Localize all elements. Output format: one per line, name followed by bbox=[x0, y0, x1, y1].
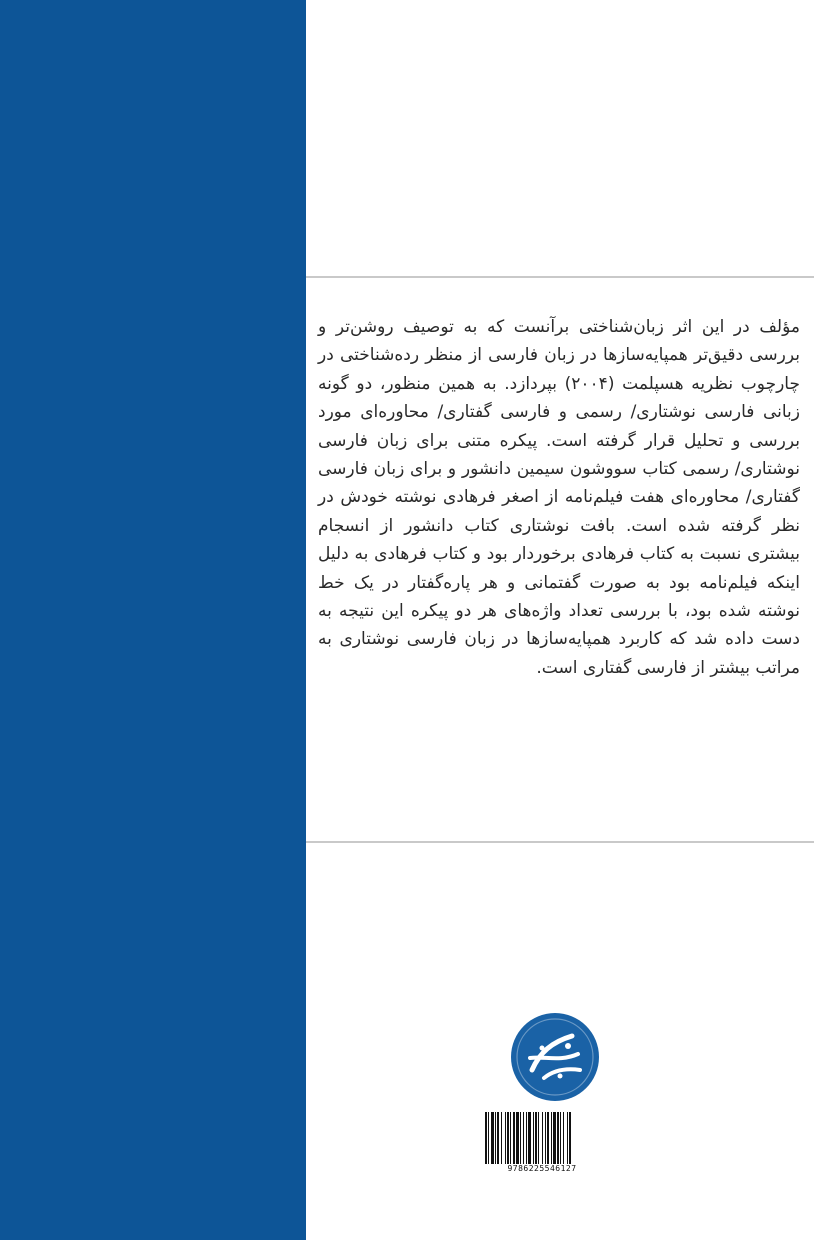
barcode-bar bbox=[542, 1112, 543, 1164]
barcode-bar bbox=[557, 1112, 559, 1164]
barcode-bar bbox=[513, 1112, 515, 1164]
barcode-bar bbox=[560, 1112, 561, 1164]
barcode-bar bbox=[485, 1112, 487, 1164]
barcode-bar bbox=[505, 1112, 506, 1164]
barcode-bar bbox=[533, 1112, 534, 1164]
barcode-bar bbox=[491, 1112, 494, 1164]
barcode-icon bbox=[484, 1112, 600, 1164]
barcode-bar bbox=[520, 1112, 521, 1164]
barcode-bar bbox=[553, 1112, 556, 1164]
barcode-bar bbox=[523, 1112, 524, 1164]
isbn-number: 9786225546127 bbox=[507, 1164, 577, 1173]
barcode-bar bbox=[538, 1112, 539, 1164]
barcode-bar bbox=[510, 1112, 511, 1164]
barcode-bar bbox=[497, 1112, 499, 1164]
blue-side-panel bbox=[0, 0, 306, 1240]
bottom-divider bbox=[306, 841, 814, 843]
barcode bbox=[478, 1108, 606, 1178]
barcode-bar bbox=[488, 1112, 489, 1164]
top-divider bbox=[306, 276, 814, 278]
barcode-bar bbox=[495, 1112, 496, 1164]
barcode-bar bbox=[569, 1112, 571, 1164]
barcode-bar bbox=[516, 1112, 519, 1164]
barcode-bar bbox=[563, 1112, 564, 1164]
barcode-bar bbox=[545, 1112, 546, 1164]
barcode-bar bbox=[526, 1112, 527, 1164]
barcode-bar bbox=[567, 1112, 568, 1164]
barcode-bar bbox=[507, 1112, 509, 1164]
publisher-logo-icon bbox=[510, 1012, 600, 1102]
back-cover-blurb: مؤلف در این اثر زبان‌شناختی برآنست که به توصیف روشن‌تر و بررسی دقیق‌تر همپایه‌سازها در زبان فارسی از منظر رده‌شناختی در چارچوب نظریه هسپلمت (۲۰۰۴) بپردازد. به همین منظور، دو گونه زبانی فارسی نوشتاری/ رسمی و فارسی گفتاری/ محاوره‌ای مورد بررسی و تحلیل قرار گرفته است. پیکره متنی برای زبان فارسی نوشتاری/ رسمی کتاب سووشون سیمین دانشور و برای زبان فارسی گفتاری/ محاوره‌ای هفت فیلم‌نامه از اصغر فرهادی نوشته خودش در نظر گرفته شده است. بافت نوشتاری کتاب دانشور از انسجام بیشتری نسبت به کتاب فرهادی برخوردار بود و کتاب فرهادی به دلیل اینکه فیلم‌نامه بود به صورت گفتمانی و هر پاره‌گفتار در یک خط نوشته شده بود، با بررسی تعداد واژه‌های هر دو پیکره این نتیجه به دست داده شد که کاربرد همپایه‌سازها در زبان فارسی نوشتاری به مراتب بیشتر از فارسی گفتاری است. bbox=[318, 317, 800, 678]
barcode-bar bbox=[501, 1112, 502, 1164]
barcode-bar bbox=[535, 1112, 537, 1164]
barcode-bar bbox=[551, 1112, 552, 1164]
barcode-bar bbox=[547, 1112, 549, 1164]
barcode-bar bbox=[528, 1112, 531, 1164]
